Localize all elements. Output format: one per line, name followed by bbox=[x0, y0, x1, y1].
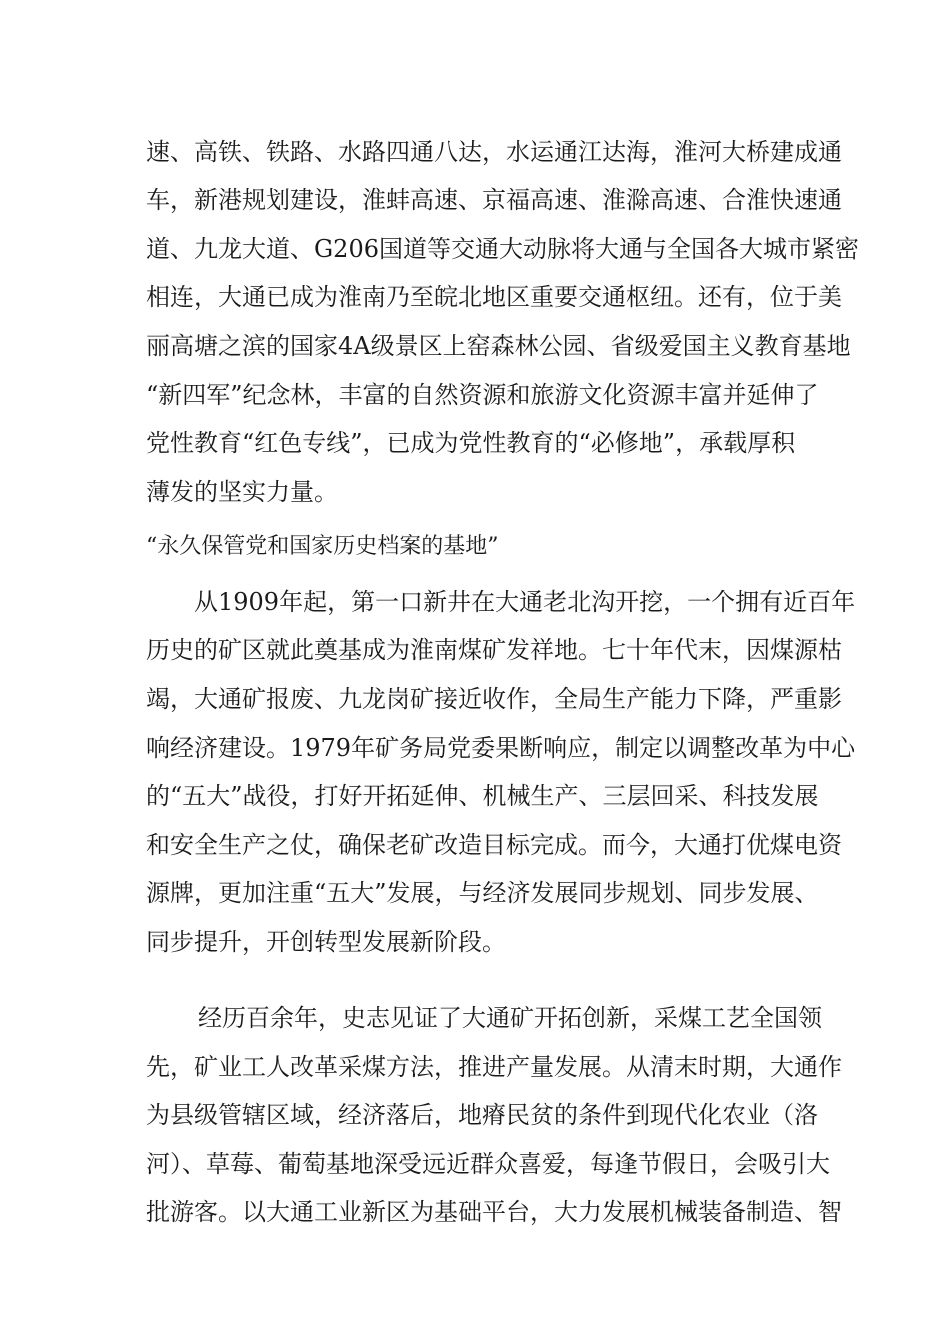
text-line: 和安全生产之仗，确保老矿改造目标完成。而今，大通打优煤电资 bbox=[146, 831, 842, 859]
text-line: 响经济建设。1979年矿务局党委果断响应，制定以调整改革为中心 bbox=[146, 734, 856, 762]
text-line: 薄发的坚实力量。 bbox=[146, 478, 338, 506]
text-line: 党性教育“红色专线”，已成为党性教育的“必修地”，承载厚积 bbox=[146, 429, 796, 457]
text-line: 车，新港规划建设，淮蚌高速、京福高速、淮滁高速、合淮快速通 bbox=[146, 186, 842, 214]
text-line: 经历百余年，史志见证了大通矿开拓创新，采煤工艺全国领 bbox=[198, 1004, 822, 1032]
text-line: 批游客。以大通工业新区为基础平台，大力发展机械装备制造、智 bbox=[146, 1198, 842, 1226]
text-line: 相连，大通已成为淮南乃至皖北地区重要交通枢纽。还有，位于美 bbox=[146, 283, 842, 311]
text-line: 竭，大通矿报废、九龙岗矿接近收作，全局生产能力下降，严重影 bbox=[146, 685, 842, 713]
text-line: 从1909年起，第一口新井在大通老北沟开挖，一个拥有近百年 bbox=[194, 588, 856, 616]
text-line: “新四军”纪念林，丰富的自然资源和旅游文化资源丰富并延伸了 bbox=[146, 381, 819, 409]
text-line: 速、高铁、铁路、水路四通八达，水运通江达海，淮河大桥建成通 bbox=[146, 138, 842, 166]
section-heading: “永久保管党和国家历史档案的基地” bbox=[146, 534, 499, 559]
text-line: 河）、草莓、葡萄基地深受远近群众喜爱，每逢节假日，会吸引大 bbox=[146, 1150, 830, 1178]
text-line: 丽高塘之滨的国家4A级景区上窑森林公园、省级爱国主义教育基地 bbox=[146, 332, 851, 360]
text-line: 道、九龙大道、G206国道等交通大动脉将大通与全国各大城市紧密 bbox=[146, 235, 859, 263]
text-line: 同步提升，开创转型发展新阶段。 bbox=[146, 928, 506, 956]
text-line: 历史的矿区就此奠基成为淮南煤矿发祥地。七十年代末，因煤源枯 bbox=[146, 636, 842, 664]
text-line: 的“五大”战役，打好开拓延伸、机械生产、三层回采、科技发展 bbox=[146, 782, 819, 810]
text-line: 先，矿业工人改革采煤方法，推进产量发展。从清末时期，大通作 bbox=[146, 1053, 842, 1081]
text-line: 源牌，更加注重“五大”发展，与经济发展同步规划、同步发展、 bbox=[146, 879, 819, 907]
text-line: 为县级管辖区域，经济落后，地瘠民贫的条件到现代化农业（洛 bbox=[146, 1101, 818, 1129]
